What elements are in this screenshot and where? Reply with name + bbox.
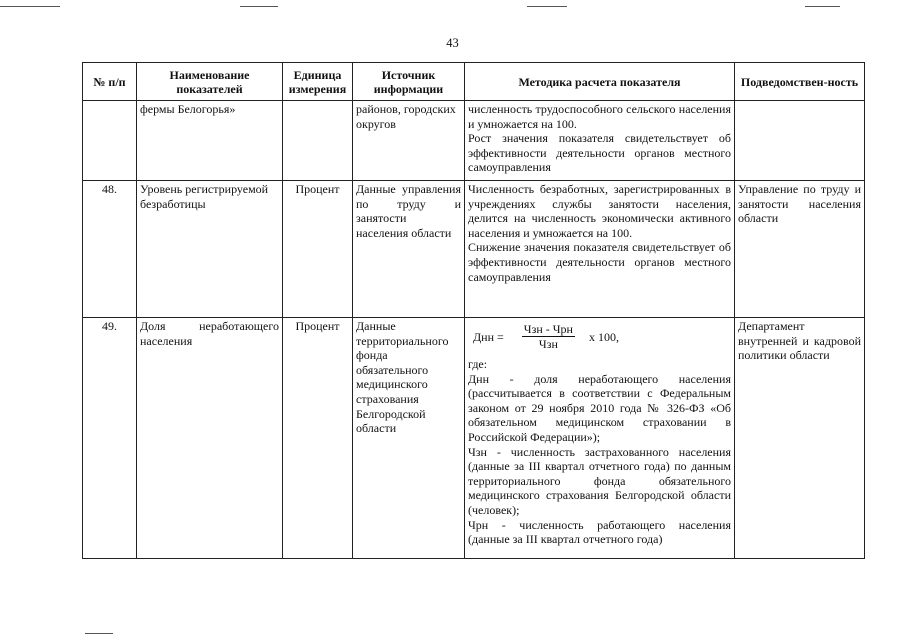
method-text: Рост значения показателя свидетельствует об эффективности деятельности органов местного самоуправления <box>468 131 731 175</box>
header-num: № п/п <box>83 63 137 101</box>
method-text: Численность безработных, зарегистрированных в учреждениях службы занятости населения, делится на численность экономически активного населения и умножается на 100. <box>468 182 731 240</box>
formula-denominator: Чзн <box>538 337 558 351</box>
cell-num: 49. <box>83 318 137 559</box>
scan-artifact-top-left <box>0 6 60 7</box>
cell-source: Данные территориального фонда обязательного медицинского страхования Белгородской области <box>353 318 465 559</box>
method-text: Снижение значения показателя свидетельствует об эффективности деятельности органов местного самоуправления <box>468 240 731 284</box>
cell-unit: Процент <box>283 318 353 559</box>
formula-fraction <box>522 323 575 351</box>
cell-num: 48. <box>83 181 137 318</box>
header-method: Методика расчета показателя <box>465 63 735 101</box>
method-text: численность трудоспособного сельского населения и умножается на 100. <box>468 102 731 131</box>
formula-multiplier: х 100, <box>588 329 619 344</box>
method-text: Днн - доля неработающего населения (рассчитывается в соответствии с Федеральным законом от 29 ноября 2010 года № 326-ФЗ «Об обязательном медицинском страховании в Российской Федерации»); <box>468 371 731 444</box>
header-row <box>83 63 865 101</box>
formula <box>473 323 731 351</box>
table-row-48 <box>83 181 865 318</box>
cell-method <box>465 101 735 181</box>
table-row-continuation <box>83 101 865 181</box>
cell-unit: Процент <box>283 181 353 318</box>
indicators-table <box>82 62 865 559</box>
formula-numerator: Чзн - Чрн <box>523 322 573 336</box>
cell-source: районов, городских округов <box>353 101 465 181</box>
header-name: Наименование показателей <box>137 63 283 101</box>
scan-artifact-top-center <box>240 6 278 7</box>
cell-method <box>465 318 735 559</box>
formula-lhs: Днн = <box>473 329 504 344</box>
method-text: Чзн - численность застрахованного населения (данные за III квартал отчетного года) по данным территориального фонда обязательного медицинского страхования Белгородской области (человек); <box>468 444 731 517</box>
table-row-49 <box>83 318 865 559</box>
scan-artifact-top-right2 <box>805 6 840 7</box>
header-unit: Единица измерения <box>283 63 353 101</box>
cell-name: Уровень регистрируемой безработицы <box>137 181 283 318</box>
cell-dept: Департамент внутренней и кадровой политики области <box>735 318 865 559</box>
scan-artifact-top-right1 <box>527 6 567 7</box>
cell-name: Доля неработающего населения <box>137 318 283 559</box>
scan-artifact-bottom-left <box>85 633 113 634</box>
cell-name: фермы Белогорья» <box>137 101 283 181</box>
page-number: 43 <box>446 36 459 50</box>
method-text: Чрн - численность работающего населения (данные за III квартал отчетного года) <box>468 517 731 547</box>
cell-dept: Управление по труду и занятости населения области <box>735 181 865 318</box>
cell-unit <box>283 101 353 181</box>
cell-method <box>465 181 735 318</box>
cell-source: Данные управления по труду и занятости населения области <box>353 181 465 318</box>
header-dept: Подведомствен-ность <box>735 63 865 101</box>
method-where: где: <box>468 357 488 371</box>
cell-dept <box>735 101 865 181</box>
header-source: Источник информации <box>353 63 465 101</box>
cell-num <box>83 101 137 181</box>
